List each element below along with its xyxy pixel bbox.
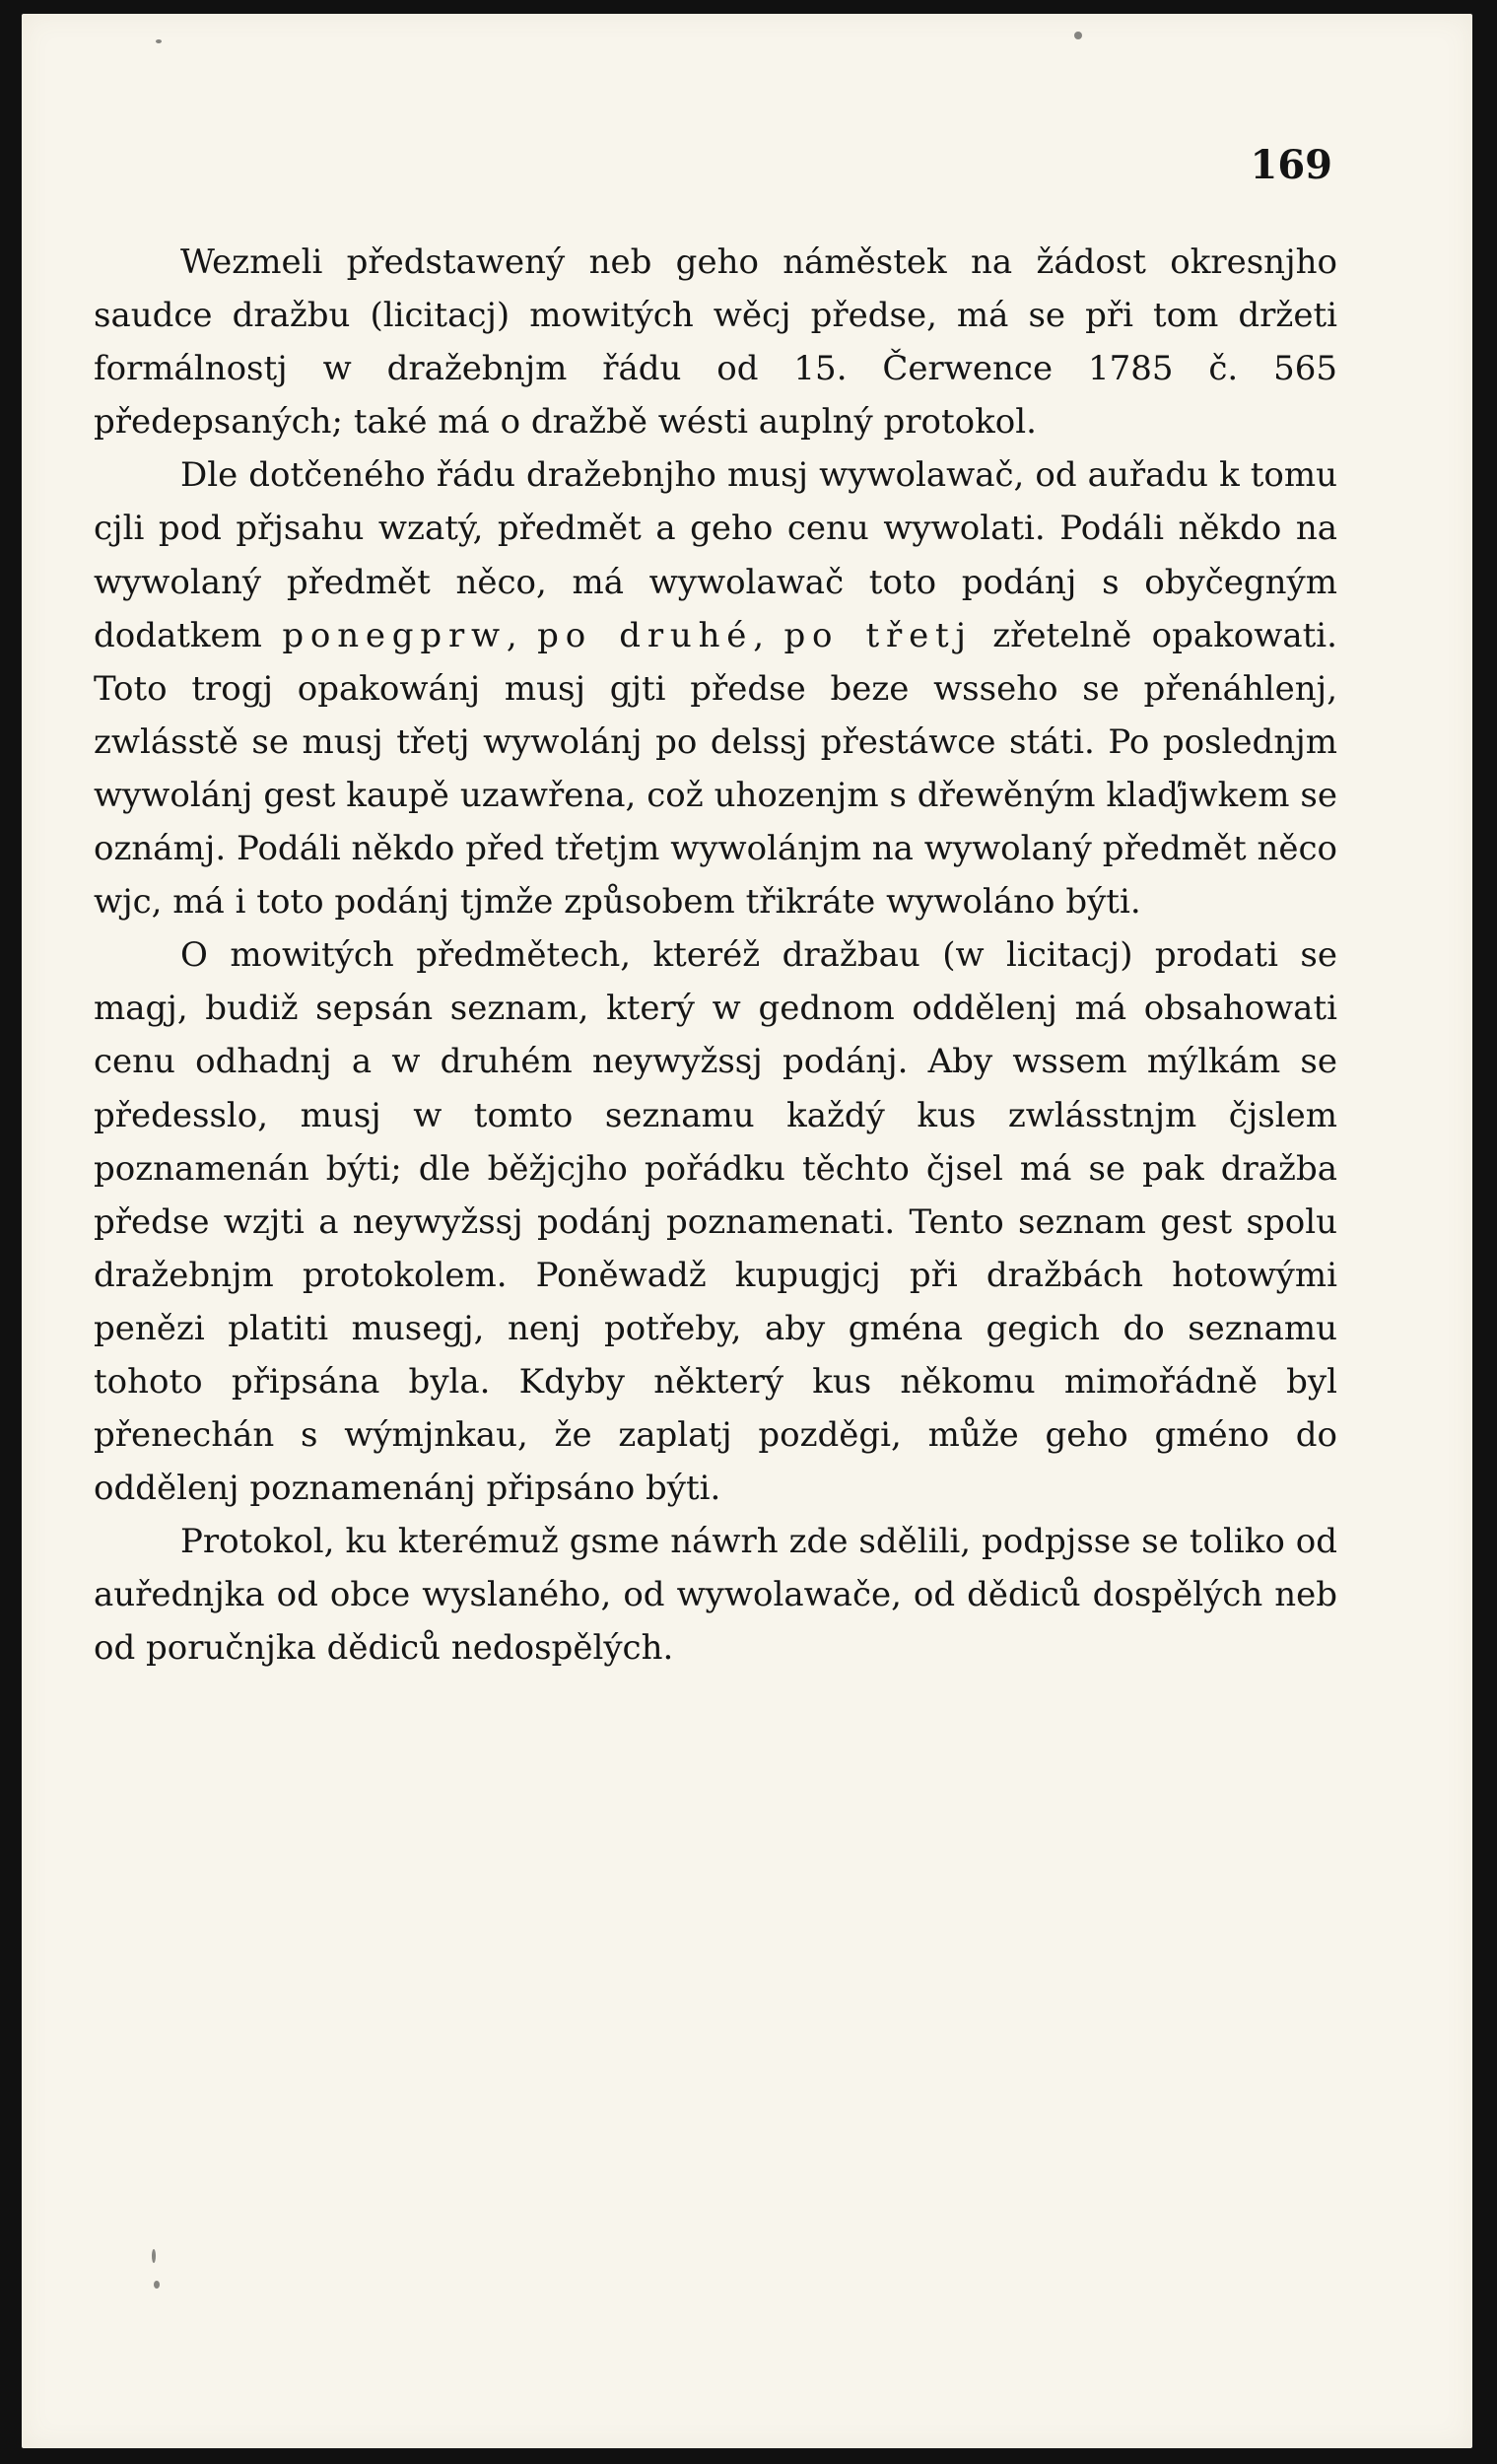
ink-speck (1074, 32, 1082, 39)
spaced-phrase-third: po třetj (783, 615, 973, 655)
paragraph-1: Wezmeli předstawený neb geho náměstek na žádost okresnjho saudce dražbu (licitacj) mowitých wěcj předse, má se při tom držeti formálnostj w dražebnjm řádu od 15. Čerwence 1785 č. 565 předepsaných; také má o dražbě wésti auplný protokol. (94, 242, 1337, 443)
ink-speck (156, 39, 162, 43)
paragraph-2 (94, 448, 1337, 928)
spaced-phrase-second: po druhé (537, 615, 754, 655)
book-page (22, 14, 1472, 2448)
paragraph-2-text-after: zřetelně opakowati. Toto trogj opakowánj musj gjti předse beze wsseho se přenáhlenj, zwlásstě se musj třetj wywolánj po delssj přestáwce státi. Po poslednjm wywolánj gest kaupě uzawřena, což uhozenjm s dřewěným klaďjwkem se oznámj. Podáli někdo před třetjm wywolánjm na wywolaný předmět něco wjc, má i toto podánj tjmže způsobem třikráte wywoláno býti. (94, 615, 1337, 923)
body-text (94, 236, 1337, 1676)
paragraph-4: Protokol, ku kterémuž gsme náwrh zde sdělili, podpjsse se toliko od auřednjka od obce wyslaného, od wywolawače, od dědiců dospělých neb od poručnjka dědiců nedospělých. (94, 1522, 1337, 1669)
separator: , (753, 615, 784, 655)
paragraph-3: O mowitých předmětech, kteréž dražbau (w licitacj) prodati se magj, budiž sepsán seznam, který w gednom oddělenj má obsahowati cenu odhadnj a w druhém neywyžssj podánj. Aby wssem mýlkám se předesslo, musj w tomto seznamu každý kus zwlásstnjm čjslem poznamenán býti; dle běžjcjho pořádku těchto čjsel má se pak dražba předse wzjti a neywyžssj podánj poznamenati. Tento seznam gest spolu dražebnjm protokolem. Poněwadž kupugjcj při dražbách hotowými penězi platiti musegj, nenj potřeby, aby gména gegich do seznamu tohoto připsána byla. Kdyby některý kus někomu mimořádně byl přenechán s wýmjnkau, že zaplatj pozděgi, může geho gméno do oddělenj poznamenánj připsáno býti. (94, 935, 1337, 1509)
ink-speck (154, 2281, 160, 2289)
paragraph-2-text-before: Dle dotčeného řádu dražebnjho musj wywolawač, od auřadu k tomu cjli pod přjsahu wzatý, předmět a geho cenu wywolati. Podáli někdo na wywolaný předmět něco, má wywolawač toto podánj s obyčegným dodatkem (94, 455, 1337, 655)
ink-speck (152, 2249, 156, 2263)
page-number: 169 (1250, 142, 1332, 188)
spaced-phrase-first: ponegprw (282, 615, 507, 655)
separator: , (506, 615, 538, 655)
